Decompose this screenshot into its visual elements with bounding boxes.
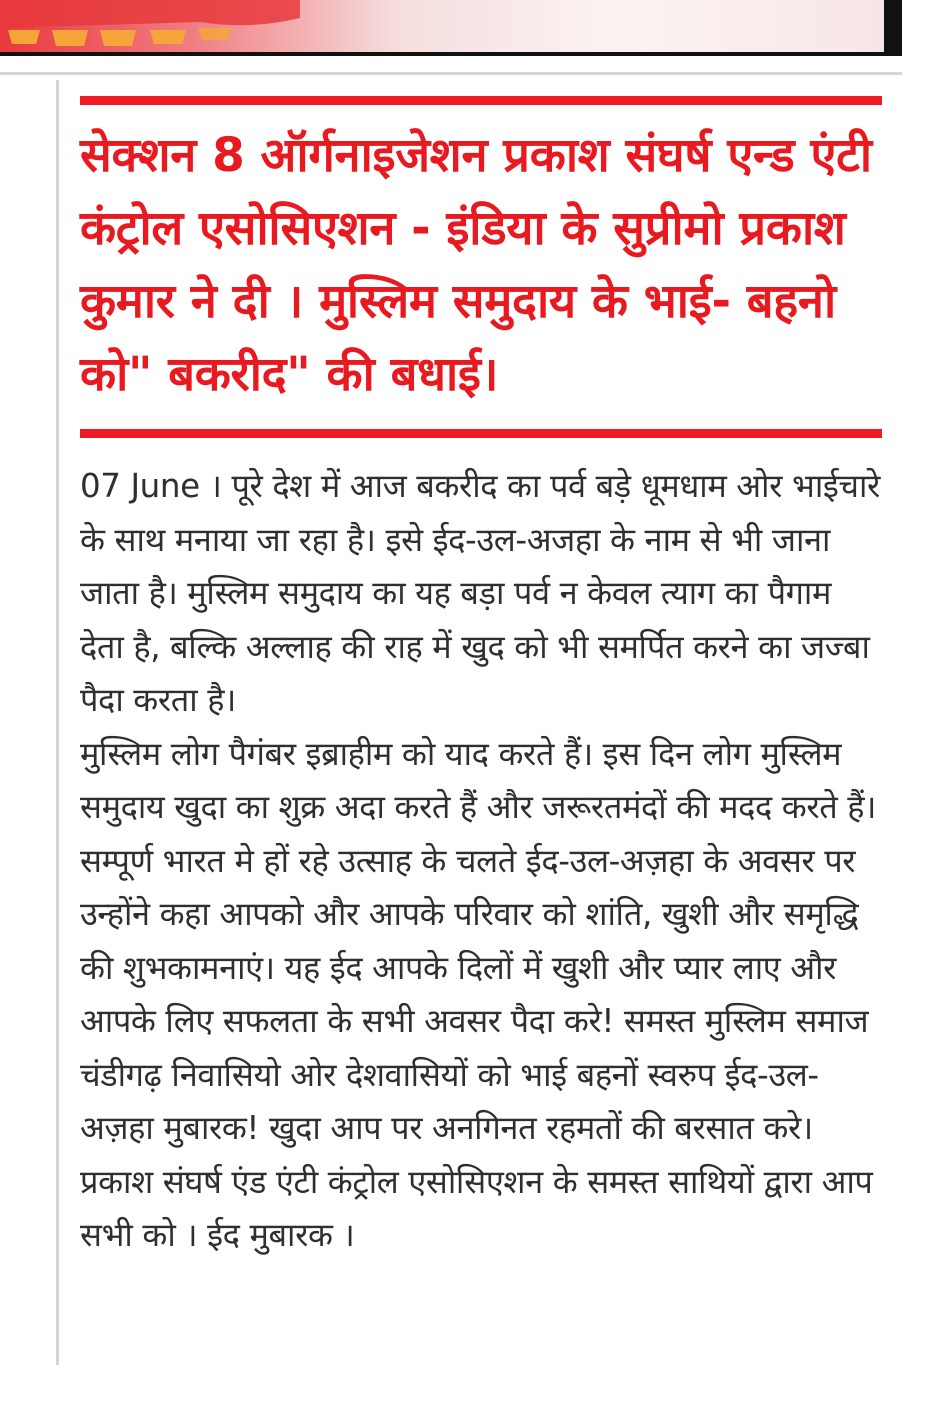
headline-bottom-rule (80, 429, 882, 438)
headline-top-rule (80, 96, 882, 105)
article-headline: सेक्शन 8 ऑर्गनाइजेशन प्रकाश संघर्ष एन्ड एंटी कंट्रोल एसोसिएशन - इंडिया के सुप्रीमो प्रकाश कुमार ने दी । मुस्लिम समुदाय के भाई- बहनो को" बकरीद" की बधाई। (80, 128, 872, 402)
content-left-border (56, 80, 59, 1365)
article-paragraph: मुस्लिम लोग पैगंबर इब्राहीम को याद करते हैं। इस दिन लोग मुस्लिम समुदाय खुदा का शुक्र अदा करते हैं और जरूरतमंदों की मदद करते हैं। सम्पूर्ण भारत मे हों रहे उत्साह के चलते ईद-उल-अज़हा के अवसर पर उन्होंने कहा आपको और आपके परिवार को शांति, खुशी और समृद्धि की शुभकामनाएं। यह ईद आपके दिलों में खुशी और प्यार लाए और आपके लिए सफलता के सभी अवसर पैदा करे! समस्त मुस्लिम समाज चंडीगढ़ निवासियो ओर देशवासियों को भाई बहनों स्वरुप ईद-उल-अज़हा मुबारक! खुदा आप पर अनगिनत रहमतों की बरसात करे। प्रकाश संघर्ष एंड एंटी कंट्रोल एसोसिएशन के समस्त साथियों द्वारा आप सभी को । ईद मुबारक । (80, 734, 877, 1254)
article (80, 96, 882, 1263)
article-paragraph: 07 June । पूरे देश में आज बकरीद का पर्व बड़े धूमधाम ओर भाईचारे के साथ मनाया जा रहा है। इसे ईद-उल-अजहा के नाम से भी जाना जाता है। मुस्लिम समुदाय का यह बड़ा पर्व न केवल त्याग का पैगाम देता है, बल्कि अल्लाह की राह में खुद को भी समर्पित करने का जज्बा पैदा करता है। (80, 467, 880, 719)
banner-frame-edge (884, 0, 902, 56)
header-banner-image (0, 0, 884, 52)
article-body (80, 460, 882, 1263)
section-divider (0, 72, 902, 75)
decorative-banner-motif (0, 0, 300, 52)
banner-bottom-border (0, 52, 902, 56)
